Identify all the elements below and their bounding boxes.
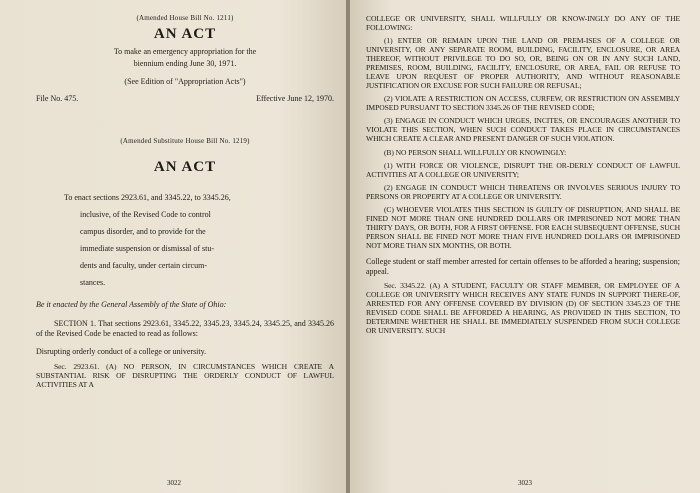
paragraph-intro: COLLEGE OR UNIVERSITY, SHALL WILLFULLY OR KNOW-INGLY DO ANY OF THE FOLLOWING: bbox=[366, 14, 680, 32]
act-purpose-1-line-1: To make an emergency appropriation for the bbox=[113, 47, 257, 56]
act-purpose-1-line-2: biennium ending June 30, 1971. bbox=[133, 59, 237, 68]
paragraph-b: (B) NO PERSON SHALL WILLFULLY OR KNOWINGLY: bbox=[384, 148, 567, 157]
section-2923-61-start: Sec. 2923.61. (A) NO PERSON, IN CIRCUMSTANCES WHICH CREATE A SUBSTANTIAL RISK OF DISRUPTING THE ORDERLY CONDUCT OF LAWFUL ACTIVITIES AT A bbox=[36, 362, 334, 389]
act-title-2: AN ACT bbox=[153, 159, 217, 175]
purpose-line: To enact sections 2923.61, and 3345.22, to 3345.26, bbox=[64, 193, 231, 202]
effective-date: Effective June 12, 1970. bbox=[256, 94, 334, 103]
page-number-left: 3022 bbox=[167, 479, 181, 487]
section-1-text: SECTION 1. That sections 2923.61, 3345.22, 3345.23, 3345.24, 3345.25, and 3345.26 of the Revised Code be enacted to read as follows: bbox=[36, 319, 334, 338]
bill-number-2: (Amended Substitute House Bill No. 1219) bbox=[120, 137, 250, 145]
file-row bbox=[36, 94, 334, 103]
right-page bbox=[350, 0, 700, 493]
section-heading-3345-22: College student or staff member arrested for certain offenses to be afforded a hearing; suspension; appeal. bbox=[366, 257, 680, 276]
act-purpose-2 bbox=[36, 189, 334, 291]
purpose-line: stances. bbox=[80, 278, 106, 287]
edition-note: (See Edition of "Appropriation Acts") bbox=[124, 77, 246, 86]
act-title-1: AN ACT bbox=[153, 26, 217, 42]
file-number: File No. 475. bbox=[36, 94, 79, 103]
paragraph-c: (C) WHOEVER VIOLATES THIS SECTION IS GUILTY OF DISRUPTION, AND SHALL BE FINED NOT MORE THAN ONE HUNDRED DOLLARS OR IMPRISONED NOT MORE THAN THIRTY DAYS, OR BOTH, FOR A FIRST OFFENSE. FOR EACH SUBSEQUENT OFFENSE, SUCH PERSON SHALL BE FINED NOT MORE THAN FIVE HUNDRED DOLLARS OR IMPRISONED NOT MORE THAN SIX MONTHS, OR BOTH. bbox=[366, 205, 680, 250]
purpose-line: campus disorder, and to provide for the bbox=[80, 227, 206, 236]
section-3345-22-text: Sec. 3345.22. (A) A STUDENT, FACULTY OR STAFF MEMBER, OR EMPLOYEE OF A COLLEGE OR UNIVERSITY WHICH RECEIVES ANY STATE FUNDS IN SUPPORT THERE-OF, ARRESTED FOR ANY OFFENSE COVERED BY DIVISION (D) OF SECTION 3345.23 OF THE REVISED CODE SHALL BE AFFORDED A HEARING, AS PROVIDED IN THIS SECTION, TO DETERMINE WHETHER HE SHALL BE IMMEDIATELY SUSPENDED FROM SUCH COLLEGE OR UNIVERSITY. SUCH bbox=[366, 281, 680, 335]
purpose-line: immediate suspension or dismissal of stu- bbox=[80, 244, 214, 253]
page-number-right: 3023 bbox=[518, 479, 532, 487]
section-heading: Disrupting orderly conduct of a college or university. bbox=[36, 347, 207, 356]
paragraph-b2: (2) ENGAGE IN CONDUCT WHICH THREATENS OR INVOLVES SERIOUS INJURY TO PERSONS OR PROPERTY AT A COLLEGE OR UNIVERSITY. bbox=[366, 183, 680, 201]
left-page bbox=[0, 0, 348, 493]
purpose-line: dents and faculty, under certain circum- bbox=[80, 261, 207, 270]
enacting-clause: Be it enacted by the General Assembly of the State of Ohio: bbox=[36, 300, 227, 309]
purpose-line: inclusive, of the Revised Code to control bbox=[80, 210, 211, 219]
paragraph-a2: (2) VIOLATE A RESTRICTION ON ACCESS, CURFEW, OR RESTRICTION ON ASSEMBLY IMPOSED PURSUANT TO SECTION 3345.26 OF THE REVISED CODE; bbox=[366, 94, 680, 112]
bill-number-1: (Amended House Bill No. 1211) bbox=[136, 14, 234, 22]
paragraph-a1: (1) ENTER OR REMAIN UPON THE LAND OR PREM-ISES OF A COLLEGE OR UNIVERSITY, OR ANY SEPARATE ROOM, BUILDING, FACILITY, ENCLOSURE, OR AREA THEREOF, WITHOUT PRIVILEGE TO DO SO, OR, BEING ON OR IN ANY SUCH LAND, PREMISES, ROOM, BUILDING, FACILITY, ENCLOSURE, OR AREA, FAIL OR REFUSE TO LEAVE UPON REQUEST OF PROPER AUTHORITY, AND WITHOUT REASONABLE JUSTIFICATION OR EXCUSE FOR SUCH FAILURE OR REFUSAL; bbox=[366, 36, 680, 90]
paragraph-a3: (3) ENGAGE IN CONDUCT WHICH URGES, INCITES, OR ENCOURAGES ANOTHER TO VIOLATE THIS SECTION, WHEN SUCH CONDUCT TAKES PLACE IN CIRCUMSTANCES WHICH CREATE A CLEAR AND PRESENT DANGER OF SUCH VIOLATION. bbox=[366, 116, 680, 143]
paragraph-b1: (1) WITH FORCE OR VIOLENCE, DISRUPT THE OR-DERLY CONDUCT OF LAWFUL ACTIVITIES AT A COLLEGE OR UNIVERSITY; bbox=[366, 161, 680, 179]
